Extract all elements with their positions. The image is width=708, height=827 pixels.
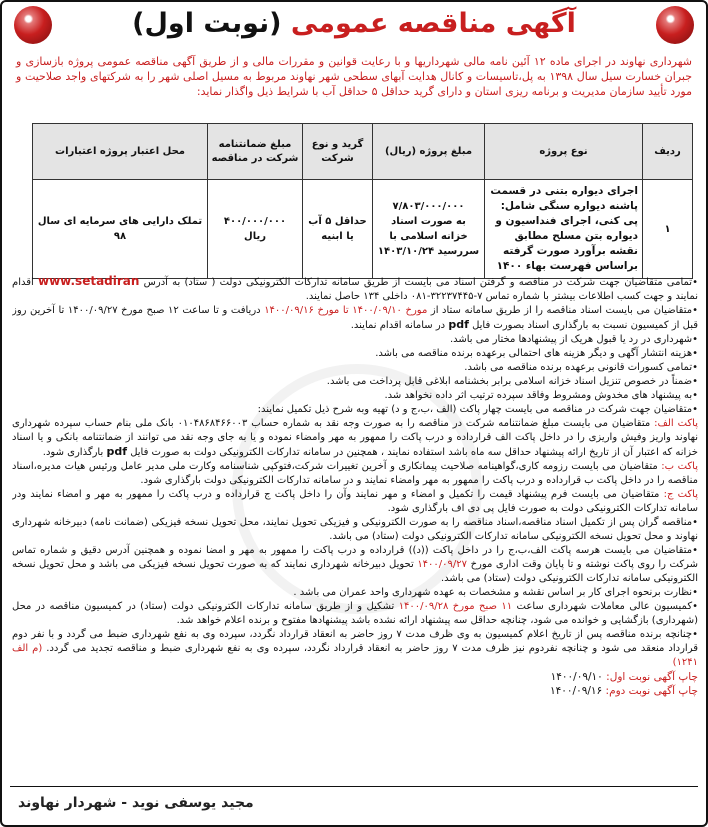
mayor-signature: مجید یوسفی نوید - شهردار نهاوند — [18, 795, 254, 811]
notice-title — [102, 8, 606, 39]
condition-item: •ضمناً در خصوص تنزیل اسناد خزانه اسلامی برابر بخشنامه ابلاغی قابل پرداخت می باشد. — [326, 376, 698, 387]
red-dot-icon — [14, 6, 52, 44]
condition-text: تشکیل و از طریق سامانه تدارکات الکترونیکی دولت (ستاد) در کمیسیون مناقصه در محل (شهرداری) بازگشایی و خوانده می شود، چنانچه حداقل سه پیشنهاد ارائه نشده باشد پیشنهادها مفتوح و برنده اعلام خواهد شد. — [12, 601, 698, 626]
condition-item: •نظارت برنحوه اجرای کار بر اساس نقشه و مشخصات به عهده شهرداری واحد عمران می باشد . — [293, 587, 698, 598]
red-dot-icon — [656, 6, 694, 44]
condition-item — [12, 304, 698, 333]
condition-item — [12, 628, 698, 670]
website-link[interactable]: www.setadiran — [38, 274, 140, 288]
col-header-guarantee: مبلغ ضمانتنامه شرکت در مناقصه — [208, 124, 303, 180]
notice-header — [2, 2, 706, 54]
condition-text: •متقاضیان می بایست اسناد مناقصه را از طریق سامانه ستاد از — [430, 305, 698, 316]
publish-label: چاپ آگهی نوبت اول: — [606, 671, 698, 683]
deadline-date: ۱۴۰۰/۰۹/۲۷ — [417, 559, 468, 570]
publish-date: ۱۴۰۰/۰۹/۱۰ — [550, 671, 603, 683]
condition-text: متقاضیان می بایست رزومه کاری،گواهینامه صلاحیت پیمانکاری و آخرین تغییرات شرکت،فتوکپی شناسنامه وکارت ملی مدیر عامل ورئیس هیات مدیره،اسناد مناقصه را در داخل پاکت ب قرارداده و درب پاکت را ممهور به مهر وامضاء نمایند و در سامانه تدارکات الکترونیکی دولت بارگذاری شود. — [12, 461, 698, 486]
condition-text: بارگذاری شود. — [42, 447, 104, 458]
envelope-alef — [12, 417, 698, 460]
condition-text: تحویل دبیرخانه شهرداری نمایند که به صورت تحویل نسخه فیزیکی می باشد و محل تحویل نسخه الکترونیکی سامانه تدارکات الکترونیکی دولت (ستاد) می باشد. — [12, 559, 698, 584]
envelope-je — [12, 488, 698, 516]
condition-text: •چنانچه برنده مناقصه پس از تاریخ اعلام کمیسیون به وی ظرف مدت ۷ روز حاضر به انعقاد قرارداد نگردد، سپرده وی به نفع شهرداری ضبط می گردد و با نفر دوم قرارداد منعقد می شود و چنانچه نفردوم نیز ظرف مدت ۷ روز حاضر به انعقاد قرارداد نگردد، سپرده وی به نفع شهرداری ضبط و مناقصه تجدید می گردد. — [12, 629, 698, 654]
cell-credit: تملک دارایی های سرمایه ای سال ۹۸ — [33, 180, 208, 279]
condition-text: متقاضیان می بایست فرم پیشنهاد قیمت را تکمیل و امضاء و مهر نمایند وآن را داخل پاکت ج قرارداده و درب پاکت را ممهور به مهر و امضاء نمایند ودر سامانه تدارکات الکترونیکی دولت به صورت فایل پی دی اف بارگذاری شود. — [12, 489, 698, 514]
table-row — [33, 180, 693, 279]
conditions-body — [12, 274, 698, 782]
condition-item: •به پیشنهاد های مخدوش ومشروط وفاقد سپرده ترتیب اثر داده نخواهد شد. — [384, 390, 698, 401]
envelope-be — [12, 460, 698, 488]
cell-grade: حداقل ۵ آب یا ابنیه — [303, 180, 373, 279]
col-header-row: ردیف — [643, 124, 693, 180]
condition-text: متقاضیان می بایست مبلغ ضمانتنامه شرکت در مناقصه را به صورت وجه نقد به شماره حساب ۰۱۰۴۸۶۸۴۶۶۰۰۳ بانک ملی بنام حساب سپرده شهرداری نهاوند واریز وفیش واریزی را در داخل پاکت الف قرارداده و درب پاکت را ممهور به مهر وامضاء نموده و یا به جای وجه نقد می توانند از ضمانتنامه بانکی و یا اسناد خزانه که اعتبار آن از تاریخ ارائه پیشنهاد حداقل سه ماه باشد استفاده نمایند ، همچنین در سامانه تدارکات الکترونیکی دولت به صورت فایل — [12, 418, 698, 458]
col-header-amount: مبلغ پروژه (ریال) — [373, 124, 485, 180]
amount-note: به صورت اسناد خزانه اسلامی با سررسید ۱۴۰۳/۱۰/۲۴ — [377, 216, 480, 257]
title-main: آگهی مناقصه عمومی — [290, 8, 576, 39]
condition-text: •کمیسیون عالی معاملات شهرداری ساعت — [516, 601, 698, 612]
footer-divider — [10, 786, 698, 787]
condition-item: •مناقصه گران پس از تکمیل اسناد مناقصه،اسناد مناقصه را به صورت الکترونیکی و فیزیکی تحویل نمایند، محل تحویل نسخه فیزیکی (ضمانت نامه) دبیرخانه شهرداری نهاوند و محل تحویل نسخه الکترونیکی سامانه تدارکات الکترونیکی دولت (ستاد) می باشد. — [12, 517, 698, 542]
condition-item: •متقاضیان جهت شرکت در مناقصه می بایست چهار پاکت (الف ،ب،ج و د) تهیه وبه شرح ذیل تکمیل نمایند: — [257, 404, 698, 415]
publish-date-1 — [12, 670, 698, 684]
condition-item — [12, 274, 698, 304]
publish-date: ۱۴۰۰/۰۹/۱۶ — [549, 685, 603, 697]
condition-text: •متقاضیان می بایست هرسه پاکت الف،ب،ج را در داخل پاکت ((د)) قرارداده و درب پاکت را ممهور به مهر و امضا نموده و همچنین آدرس دقیق و شماره تماس شرکت را روی پاکت نوشته و تا پایان وقت اداری مورخ — [12, 545, 698, 570]
condition-item — [12, 544, 698, 586]
tender-table — [32, 123, 693, 279]
col-header-grade: گرید و نوع شرکت — [303, 124, 373, 180]
table-header-row — [33, 124, 693, 180]
condition-text: در سامانه اقدام نمایند. — [350, 320, 446, 331]
envelope-label: پاکت الف: — [654, 418, 698, 429]
envelope-label: پاکت ج: — [663, 489, 698, 500]
condition-text: اقدام نمایند و جهت کسب اطلاعات بیشتر با شماره تماس ۷-۳۲۲۳۷۴۴۵-۰۸۱ داخلی ۱۳۴ حاصل نمایند. — [12, 277, 698, 302]
opening-time: ۱۱ صبح مورخ ۱۴۰۰/۰۹/۲۸ — [398, 601, 513, 612]
document-dates: مورخ ۱۴۰۰/۰۹/۱۰ تا مورخ ۱۴۰۰/۰۹/۱۶ — [264, 305, 428, 316]
publish-label: چاپ آگهی نوبت دوم: — [605, 685, 698, 697]
col-header-type: نوع پروژه — [485, 124, 643, 180]
cell-type: اجرای دیواره بتنی در قسمت پاشنه دیواره سنگی شامل: پی کنی، اجرای فنداسیون و دیواره بتن مسلح مطابق نقشه برآورد صورت گرفته براساس فهرست بهاء ۱۴۰۰ — [485, 180, 643, 279]
pdf-label: pdf — [448, 318, 469, 331]
cell-guarantee: ۴۰۰/۰۰۰/۰۰۰ ریال — [208, 180, 303, 279]
pdf-label: pdf — [106, 445, 127, 458]
condition-item: •تمامی کسورات قانونی برعهده برنده مناقصه می باشد. — [464, 362, 698, 373]
intro-paragraph: شهرداری نهاوند در اجرای ماده ۱۲ آئین نامه مالی شهرداریها و با رعایت قوانین و مقررات مالی و از طریق آگهی مناقصه عمومی پروژه بازسازی و جبران خسارت سیل سال ۱۳۹۸ به پل،تاسیسات و کانال هدایت آبهای سطحی شهر نهاوند مربوط به مسیل اصلی شهر را به شرکتهای واجد صلاحیت و مورد تأیید سازمان مدیریت و برنامه ریزی استان و دارای گرید حداقل ۵ حداقل آب با شرایط ذیل واگذار نماید: — [16, 55, 692, 98]
notice-code: (م الف ۱۲۴۱) — [12, 643, 698, 668]
publish-date-2 — [12, 684, 698, 698]
col-header-credit: محل اعتبار پروژه اعتبارات — [33, 124, 208, 180]
amount-value: ۷/۸۰۳/۰۰۰/۰۰۰ — [392, 201, 465, 212]
condition-item — [12, 600, 698, 628]
title-round: (نوبت اول) — [132, 8, 282, 39]
condition-item: •هزینه انتشار آگهی و دیگر هزینه های احتمالی برعهده برنده مناقصه می باشد. — [375, 348, 698, 359]
condition-text: دریافت و تا ساعت ۱۲ صبح مورخ ۱۴۰۰/۰۹/۲۷ تا آخرین روز قبل از کمیسیون نسبت به بارگذاری اسناد بصورت فایل — [12, 305, 698, 331]
cell-row: ۱ — [643, 180, 693, 279]
condition-item: •شهرداری در رد یا قبول هریک از پیشنهادها مختار می باشد. — [449, 334, 698, 345]
condition-text: •تمامی متقاضیان جهت شرکت در مناقصه و گرفتن اسناد می بایست از طریق سامانه تدارکات الکترونیکی دولت ( ستاد) به آدرس — [143, 277, 698, 288]
cell-amount — [373, 180, 485, 279]
envelope-label: پاکت ب: — [661, 461, 698, 472]
